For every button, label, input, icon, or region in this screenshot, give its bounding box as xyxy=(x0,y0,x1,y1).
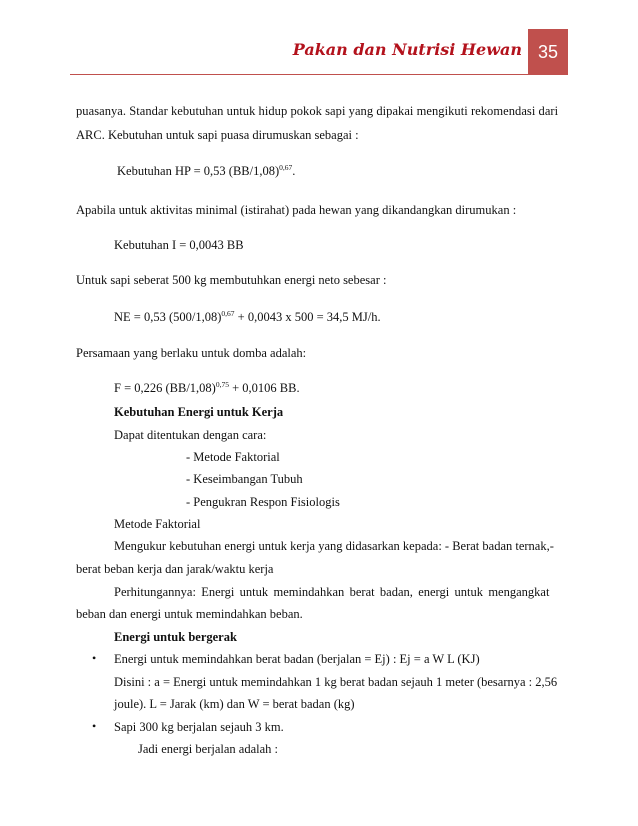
method-item: - Metode Faktorial xyxy=(186,450,280,464)
paragraph-line: beban dan energi untuk memindahkan beban. xyxy=(76,607,303,621)
page-number-badge: 35 xyxy=(528,29,568,75)
paragraph-line: Perhitungannya: Energi untuk memindahkan berat badan, energi untuk mengangkat xyxy=(114,585,550,599)
formula-exponent: 0,67 xyxy=(279,163,293,172)
bullet-icon: • xyxy=(92,719,97,733)
formula-i: Kebutuhan I = 0,0043 BB xyxy=(114,238,244,252)
formula-hp xyxy=(117,163,295,179)
paragraph-line: Mengukur kebutuhan energi untuk kerja yang didasarkan kepada: - Berat badan ternak,- xyxy=(114,539,554,553)
method-item: - Keseimbangan Tubuh xyxy=(186,472,303,486)
paragraph-line: Apabila untuk aktivitas minimal (istirahat) pada hewan yang dikandangkan dirumukan : xyxy=(76,203,517,217)
formula-f xyxy=(114,380,300,396)
paragraph-line: Dapat ditentukan dengan cara: xyxy=(114,428,267,442)
paragraph-line: berat beban kerja dan jarak/waktu kerja xyxy=(76,562,274,576)
section-heading: Kebutuhan Energi untuk Kerja xyxy=(114,405,284,419)
bullet-text: Energi untuk memindahkan berat badan (berjalan = Ej) : Ej = a W L (KJ) xyxy=(114,652,480,666)
header-rule xyxy=(70,74,568,75)
running-header-title: Pakan dan Nutrisi Hewan xyxy=(292,40,522,59)
formula-text: NE = 0,53 (500/1,08) xyxy=(114,310,222,324)
formula-exponent: 0,67 xyxy=(221,309,235,318)
formula-text: + 0,0106 BB. xyxy=(228,381,300,395)
formula-text: F = 0,226 (BB/1,08) xyxy=(114,381,216,395)
paragraph-line: ARC. Kebutuhan untuk sapi puasa dirumuskan sebagai : xyxy=(76,128,359,142)
section-heading: Energi untuk bergerak xyxy=(114,630,237,644)
method-item: - Pengukran Respon Fisiologis xyxy=(186,495,340,509)
formula-ne xyxy=(114,309,381,325)
formula-text: Kebutuhan HP = 0,53 (BB/1,08) xyxy=(117,164,280,178)
subheading: Metode Faktorial xyxy=(114,517,201,531)
bullet-icon: • xyxy=(92,651,97,665)
paragraph-line: Untuk sapi seberat 500 kg membutuhkan energi neto sebesar : xyxy=(76,273,387,287)
paragraph-line: Jadi energi berjalan adalah : xyxy=(138,742,278,756)
formula-exponent: 0,75 xyxy=(215,380,229,389)
paragraph-line: joule). L = Jarak (km) dan W = berat badan (kg) xyxy=(114,697,355,711)
formula-text: . xyxy=(292,164,296,178)
bullet-text: Sapi 300 kg berjalan sejauh 3 km. xyxy=(114,720,284,734)
formula-text: + 0,0043 x 500 = 34,5 MJ/h. xyxy=(234,310,381,324)
paragraph-line: Persamaan yang berlaku untuk domba adalah: xyxy=(76,346,307,360)
paragraph-line: puasanya. Standar kebutuhan untuk hidup pokok sapi yang dipakai mengikuti rekomendasi dari xyxy=(76,104,559,118)
paragraph-line: Disini : a = Energi untuk memindahkan 1 kg berat badan sejauh 1 meter (besarnya : 2,56 xyxy=(114,675,558,689)
